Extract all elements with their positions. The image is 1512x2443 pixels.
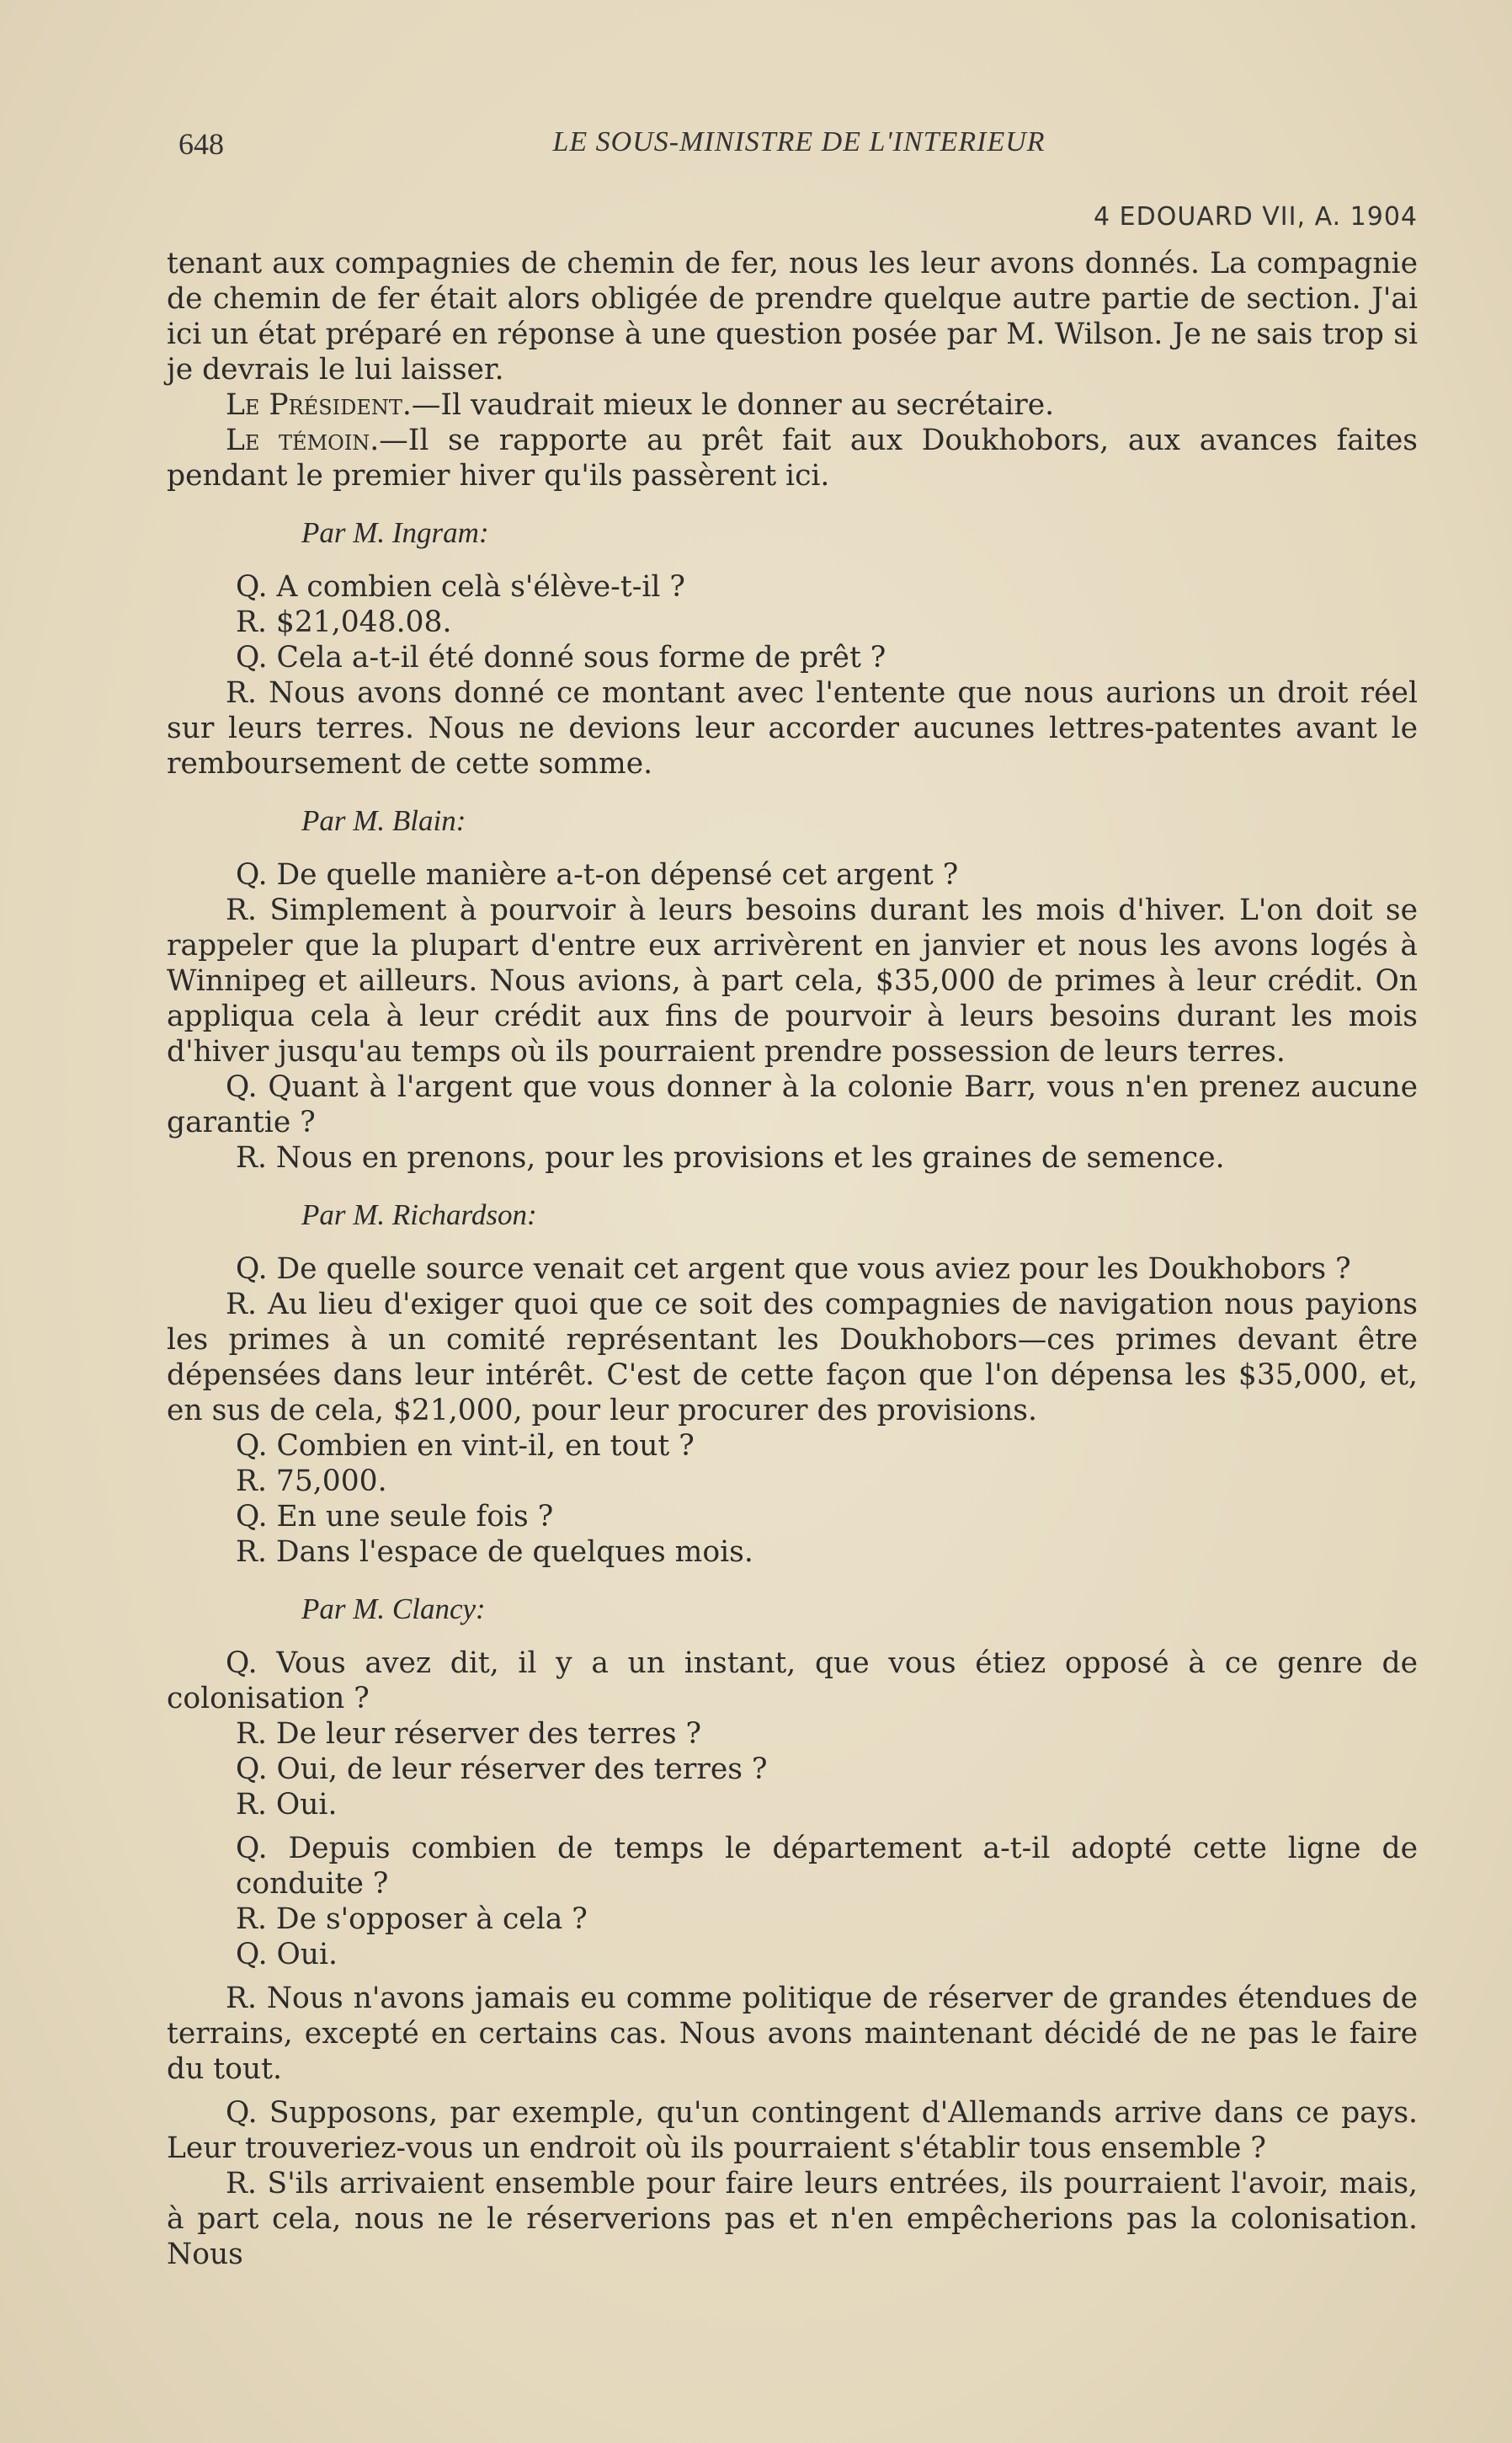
qa-line: R. 75,000.: [236, 1464, 387, 1498]
qa-line: R. Nous en prenons, pour les provisions et les graines de semence.: [236, 1141, 1225, 1175]
examiner-byline: Par M. Blain:: [301, 804, 466, 837]
qa-line: Q. A combien celà s'élève-t-il ?: [236, 570, 685, 604]
page-body: [167, 246, 1418, 2272]
qa-line: Q. Oui, de leur réserver des terres ?: [236, 1752, 768, 1786]
speaker-name: Le Président.: [226, 388, 412, 422]
qa-line: Q. Supposons, par exemple, qu'un contingent d'Allemands arrive dans ce pays. Leur trouveriez-vous un endroit où ils pourraient s'établir tous ensemble ?: [167, 2096, 1418, 2165]
qa-line: R. Au lieu d'exiger quoi que ce soit des compagnies de navigation nous payions les primes à un comité représentant les Doukhobors—ces primes devant être dépensées dans leur intérêt. C'est de cette façon que l'on dépensa les $35,000, et, en sus de cela, $21,000, pour leur procurer des provisions.: [167, 1288, 1418, 1427]
qa-line: R. Nous avons donné ce montant avec l'entente que nous aurions un droit réel sur leurs terres. Nous ne devions leur accorder aucunes lettres-patentes avant le remboursement de cette somme.: [167, 676, 1418, 781]
qa-line: Q. De quelle source venait cet argent que vous aviez pour les Doukhobors ?: [236, 1252, 1351, 1286]
examiner-byline: Par M. Ingram:: [301, 516, 489, 549]
qa-line: Q. Depuis combien de temps le département a-t-il adopté cette ligne de conduite ?: [236, 1832, 1418, 1901]
qa-line: R. De leur réserver des terres ?: [236, 1717, 701, 1751]
qa-line: R. Oui.: [236, 1788, 338, 1822]
examiner-byline: Par M. Richardson:: [301, 1198, 537, 1231]
qa-line: R. $21,048.08.: [236, 605, 452, 639]
qa-line: R. Nous n'avons jamais eu comme politique de réserver de grandes étendues de terrains, excepté en certains cas. Nous avons maintenant décidé de ne pas le faire du tout.: [167, 1982, 1418, 2086]
qa-line: Q. Vous avez dit, il y a un instant, que vous étiez opposé à ce genre de colonisation ?: [167, 1646, 1418, 1715]
paragraph: tenant aux compagnies de chemin de fer, nous les leur avons donnés. La compagnie de chemin de fer était alors obligée de prendre quelque autre partie de section. J'ai ici un état préparé en réponse à une question posée par M. Wilson. Je ne sais trop si je devrais le lui laisser.: [167, 247, 1418, 387]
qa-line: R. Simplement à pourvoir à leurs besoins durant les mois d'hiver. L'on doit se rappeler que la plupart d'entre eux arrivèrent en janvier et nous les avons logés à Winnipeg et ailleurs. Nous avions, à part cela, $35,000 de primes à leur crédit. On appliqua cela à leur crédit aux fins de pourvoir à leurs besoins durant les mois d'hiver jusqu'au temps où ils pourraient prendre possession de leurs terres.: [167, 893, 1418, 1069]
qa-line: Q. Combien en vint-il, en tout ?: [236, 1429, 695, 1463]
paragraph: [167, 423, 1418, 493]
qa-line: Q. Oui.: [236, 1938, 338, 1971]
qa-line: Q. Cela a-t-il été donné sous forme de prêt ?: [236, 641, 886, 675]
examiner-byline: Par M. Clancy:: [301, 1592, 486, 1625]
paragraph: [167, 387, 1418, 423]
qa-line: Q. Quant à l'argent que vous donner à la colonie Barr, vous n'en prenez aucune garantie ?: [167, 1070, 1418, 1139]
speaker-name: Le témoin.: [226, 424, 380, 457]
speech-text: —Il vaudrait mieux le donner au secrétaire.: [411, 388, 1055, 422]
speech-text: —Il se rapporte au prêt fait aux Doukhobors, aux avances faites pendant le premier hiver qu'ils passèrent ici.: [167, 424, 1418, 493]
qa-line: R. Dans l'espace de quelques mois.: [236, 1535, 753, 1569]
session-label: 4 EDOUARD VII, A. 1904: [1094, 202, 1418, 232]
qa-line: Q. En une seule fois ?: [236, 1500, 554, 1534]
running-title: LE SOUS-MINISTRE DE L'INTERIEUR: [552, 126, 1046, 157]
page-header: [178, 126, 1419, 177]
qa-line: Q. De quelle manière a-t-on dépensé cet argent ?: [236, 858, 959, 892]
qa-line: R. S'ils arrivaient ensemble pour faire leurs entrées, ils pourraient l'avoir, mais, à part cela, nous ne le réserverions pas et n'en empêcherions pas la colonisation. Nous: [167, 2167, 1418, 2271]
qa-line: R. De s'opposer à cela ?: [236, 1902, 588, 1936]
page-number: 648: [178, 127, 224, 161]
